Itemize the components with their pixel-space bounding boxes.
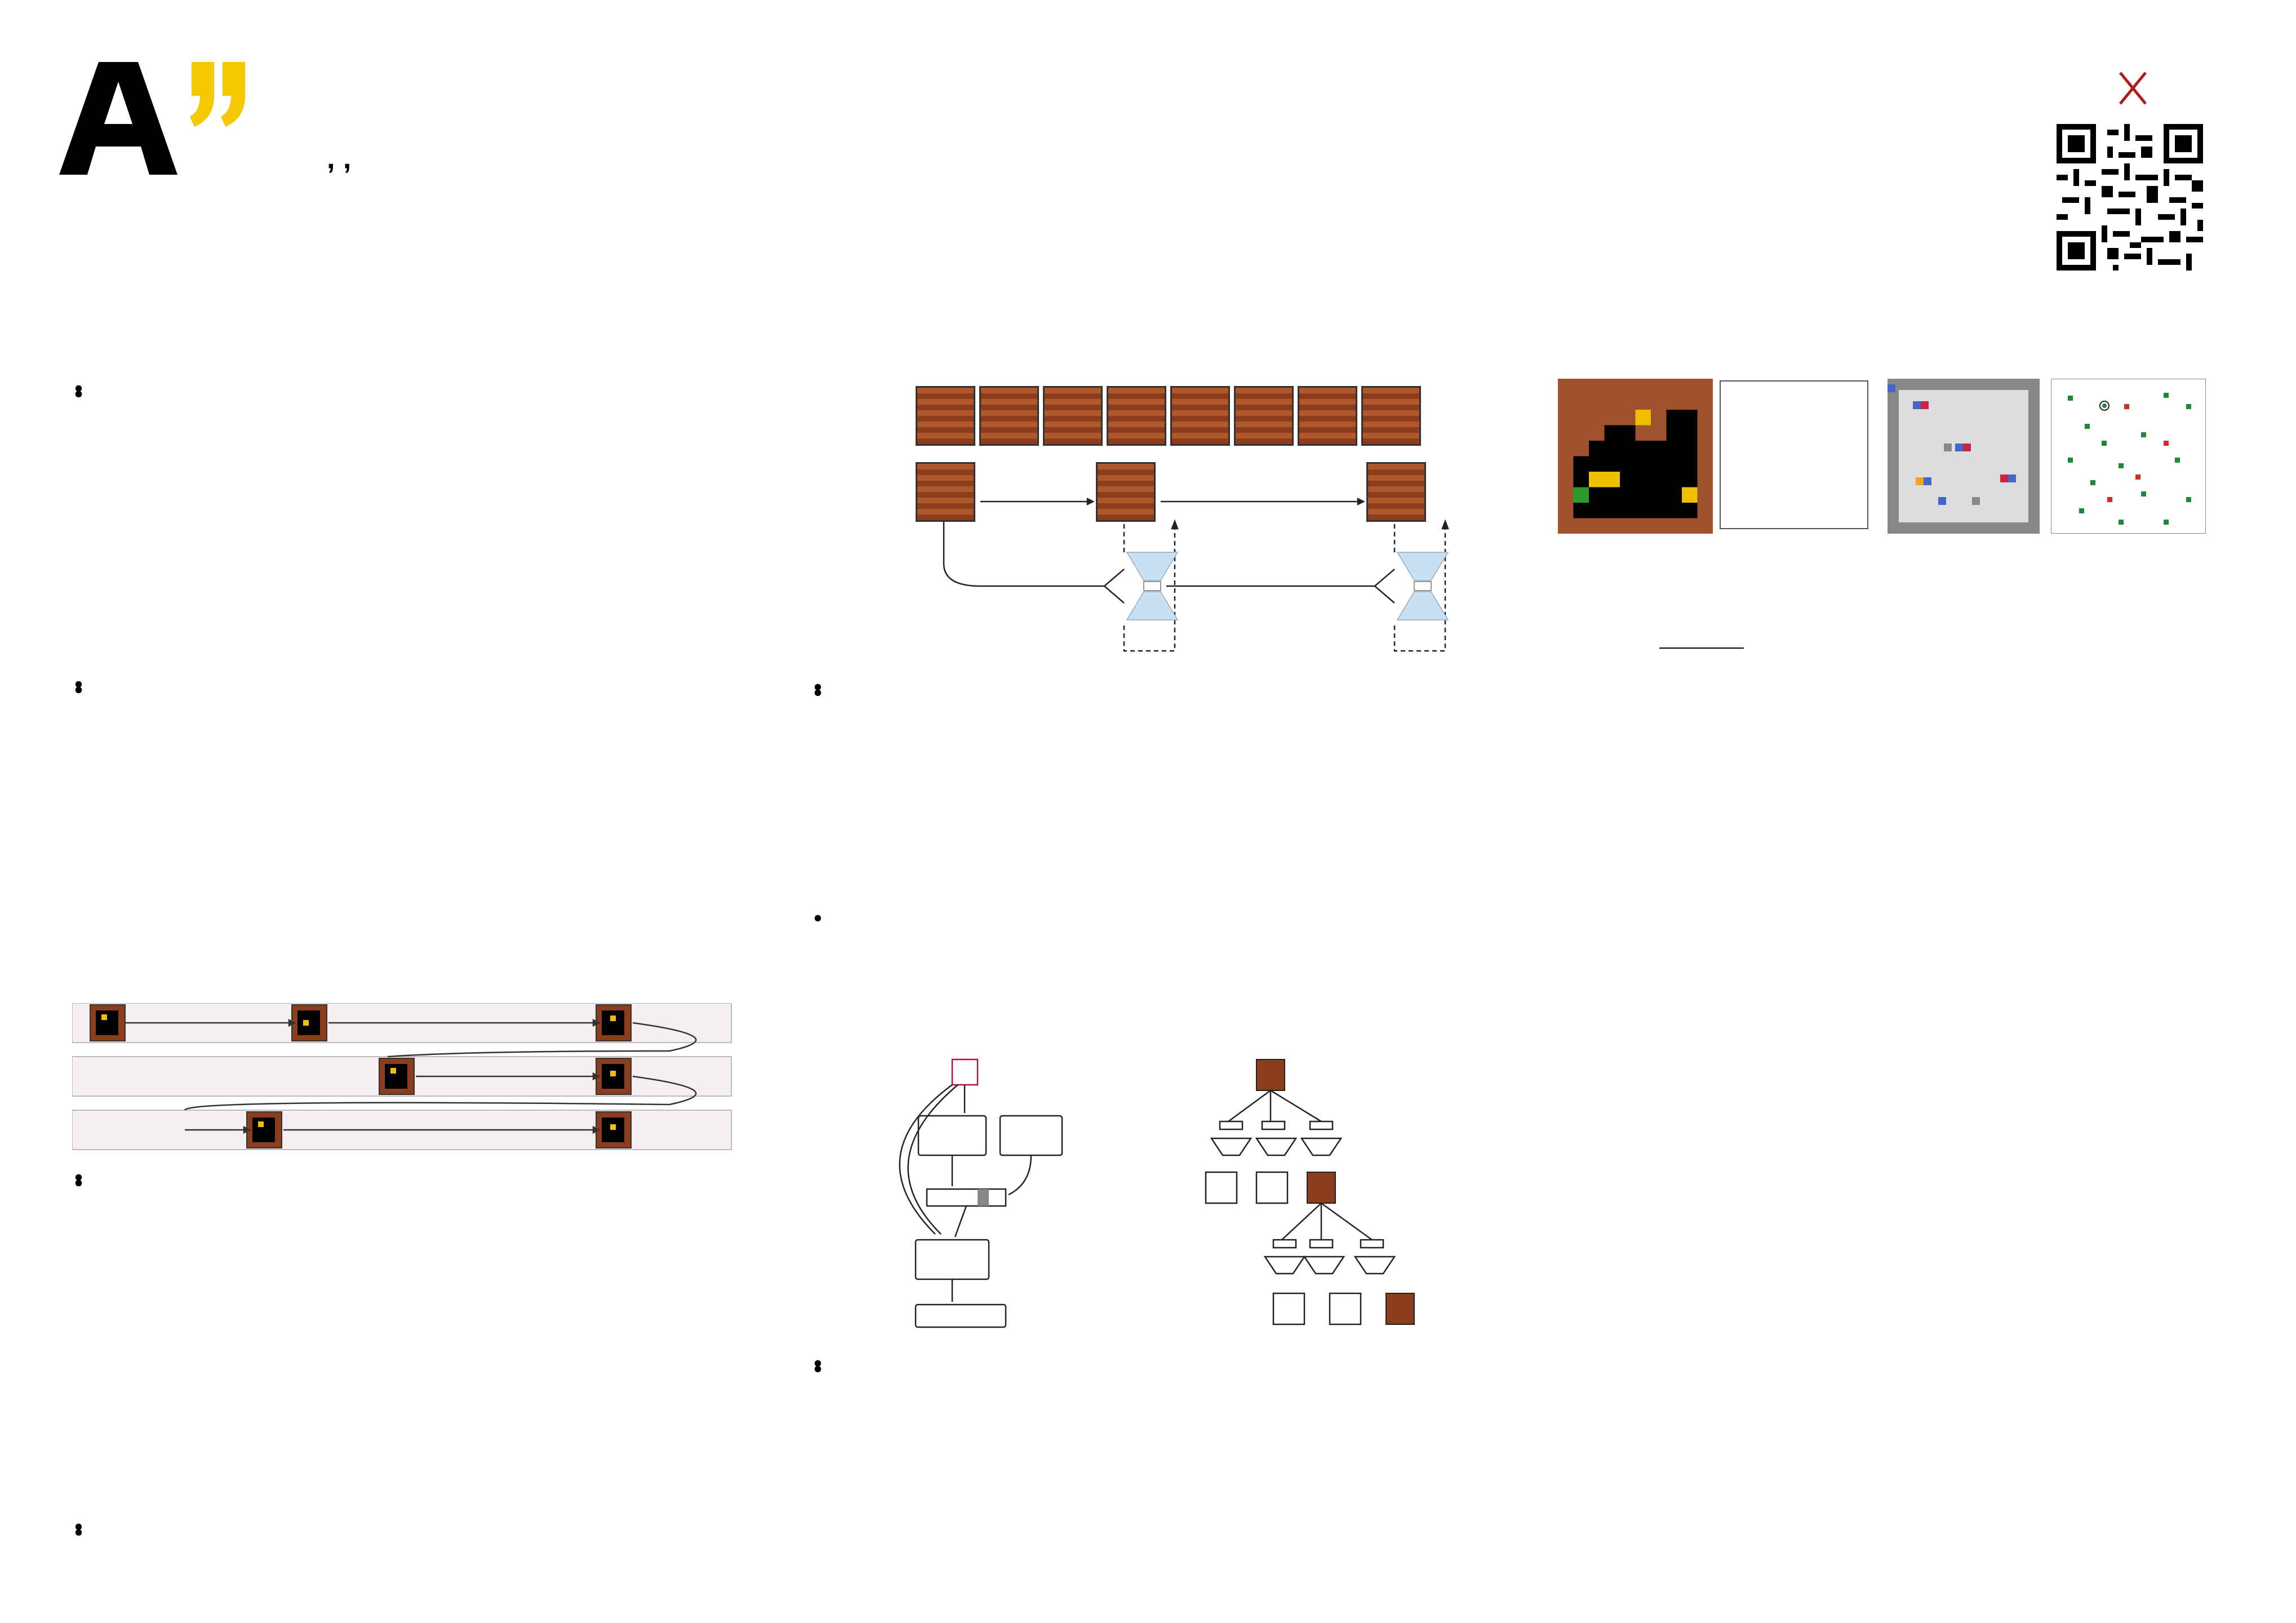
segmentation-list-2 [72, 1513, 737, 1519]
planning-list [811, 673, 1476, 679]
results-charts [1566, 1026, 2220, 1431]
env-tsp [2051, 379, 2206, 534]
introduction-list [72, 671, 737, 676]
qr-code[interactable] [2057, 124, 2203, 270]
col-header [1690, 645, 1708, 648]
col-header [1708, 645, 1726, 648]
line-charts-svg [1566, 1026, 2220, 1431]
table-header-row [1659, 645, 1744, 648]
segmentation-list [72, 1164, 737, 1169]
results-table [1659, 645, 1744, 649]
col-header [1726, 645, 1744, 648]
results-table-wrap [1659, 645, 1744, 649]
logo-mark [59, 62, 245, 175]
search-list [811, 1350, 1476, 1355]
trajectory-segmentation-figure [72, 1003, 737, 1155]
authors: , , [327, 142, 352, 175]
planning-list-2 [811, 904, 1476, 910]
search-sketch [845, 1054, 1493, 1347]
env-box-world [1888, 379, 2040, 534]
env-sliding-tile [1720, 380, 1868, 529]
aalto-logo [59, 62, 296, 242]
tldr-list [72, 375, 748, 380]
env-sokoban [1558, 379, 1713, 534]
planning-diagram [811, 378, 1487, 659]
col-header [1672, 645, 1690, 648]
col-header [1659, 645, 1672, 648]
